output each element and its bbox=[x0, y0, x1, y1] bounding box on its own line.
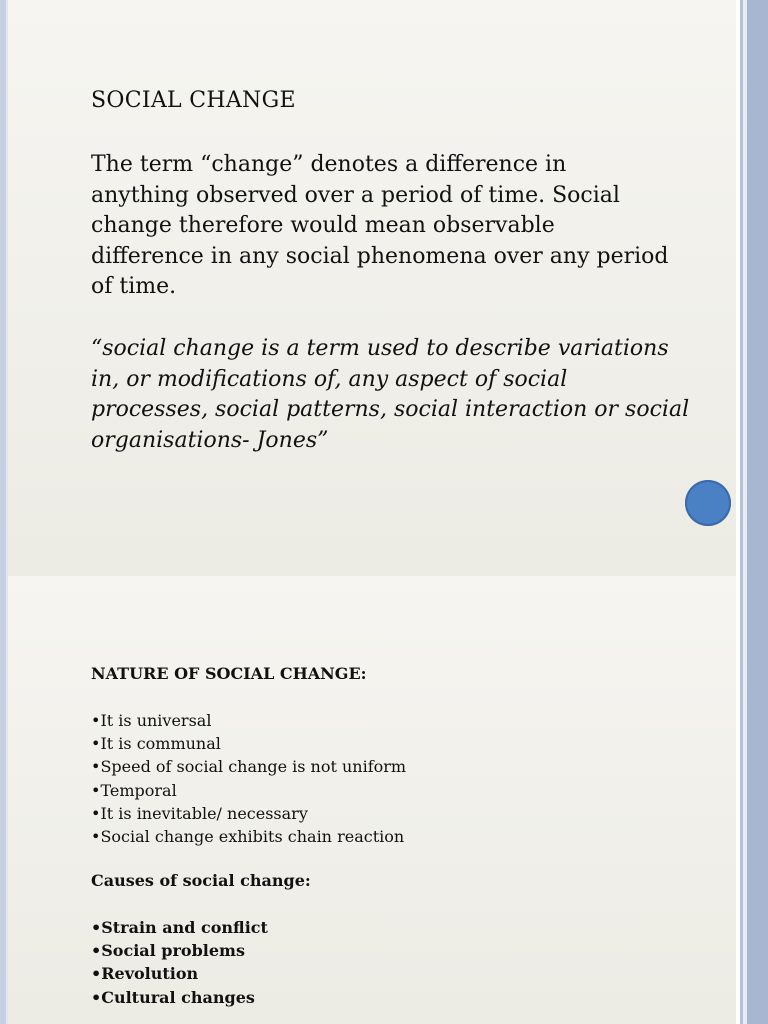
right-accent-band bbox=[736, 0, 768, 576]
list-item: •Temporal bbox=[91, 780, 177, 800]
list-item: •Social change exhibits chain reaction bbox=[91, 827, 405, 847]
list-item: •It is inevitable/ necessary bbox=[91, 803, 308, 823]
nature-list bbox=[91, 709, 406, 848]
causes-heading: Causes of social change: bbox=[91, 871, 311, 890]
list-item: •Revolution bbox=[91, 964, 199, 984]
causes-list bbox=[91, 916, 268, 1009]
band-stripe bbox=[747, 0, 768, 576]
left-accent-rule bbox=[0, 0, 6, 576]
list-item: •It is universal bbox=[91, 711, 212, 730]
list-item: •Strain and conflict bbox=[91, 918, 268, 937]
accent-circle-icon bbox=[685, 480, 731, 526]
list-item: •Social problems bbox=[91, 941, 245, 961]
right-accent-band bbox=[736, 576, 768, 1024]
slide-title: SOCIAL CHANGE bbox=[91, 88, 296, 113]
list-item: •Cultural changes bbox=[91, 987, 255, 1007]
nature-heading: NATURE OF SOCIAL CHANGE: bbox=[91, 664, 367, 683]
jones-quote: “social change is a term used to describe variations in, or modifications of, any aspect of social processes, social patterns, social interaction or social organisations- Jones” bbox=[91, 336, 690, 453]
left-accent-rule bbox=[0, 576, 6, 1024]
band-stripe bbox=[747, 576, 768, 1024]
list-item: •Speed of social change is not uniform bbox=[91, 757, 407, 777]
list-item: •It is communal bbox=[91, 734, 221, 754]
definition-paragraph: The term “change” denotes a difference in anything observed over a period of time. Social change therefore would mean observable difference in any social phenomena over any period of time. bbox=[91, 152, 669, 300]
